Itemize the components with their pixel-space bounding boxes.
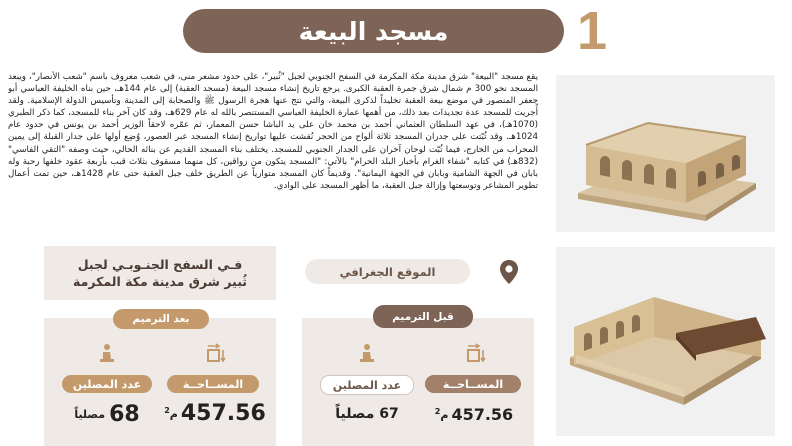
after-area-label-pill: [167, 375, 259, 393]
location-description: [44, 246, 276, 300]
before-area-label: المســاحــة: [442, 377, 504, 391]
page-title-banner: [183, 9, 564, 53]
before-area-value: [418, 401, 530, 427]
after-worshippers-label: عدد المصلين: [72, 377, 142, 391]
mosque-render-before: [556, 75, 775, 232]
location-label-pill: [305, 259, 470, 284]
after-area-number: 457.56: [180, 400, 266, 426]
section-number: 1: [576, 1, 608, 61]
location-pin-icon: [498, 259, 520, 285]
area-resize-icon: [205, 343, 227, 365]
location-line-1: فـي السفح الجنـوبـي لجبل: [77, 257, 243, 272]
before-restoration-title: قبل الترميم: [392, 310, 454, 323]
before-restoration-tab: [373, 305, 473, 328]
after-area-label: المســاحــة: [182, 377, 244, 391]
mosque-render-after-image: [556, 247, 775, 436]
before-worshippers-label: عدد المصلين: [332, 378, 402, 392]
before-worshippers-label-pill: [320, 375, 414, 395]
praying-person-icon: [95, 343, 117, 365]
before-area-number: 457.56: [451, 404, 514, 424]
before-worshippers-value: 67 مصلياً: [335, 406, 399, 422]
page-title: مسجد البيعة: [298, 16, 449, 46]
after-worshippers-label-pill: [62, 375, 152, 393]
description-paragraph: يقع مسجد "البيعة" شرق مدينة مكة المكرمة في السفح الجنوبي لجبل "ثُبير"، على حدود مشعر منى، في شعب معروف باسم "شعب الأنصار"، ويبعد المسجد نحو 300 م شمال شرق جمرة العقبة الكبرى. يرجع تاريخ إنشاء مسجد البيعة (مسجد العقبة) إلى عام 144هـ، حين بناه الخليفة العباسي أبو جعفر المنصور في موضع بيعة العقبة تخليداً لذكرى البيعة، والتي نتج عنها هجرة الرسول ﷺ والصحابة إلى المدينة وتأسيس الدولة الإسلامية. ولقد أُجريت للمسجد عدة تجديدات بعد ذلك، من أهمها عمارة الخليفة العباسي المستنصر بالله له عام 629هـ، وقد كان آخر بناء للمسجد، كما ذكر الطبري (1070هـ)، في عهد السلطان العثماني أحمد بن محمد خان على يد الباشا حسن المعمار، ثم عمّره لاحقاً الوزير أحمد بن يونس في حدود عام 1024هـ. وقد ثُبّتت على جدران المسجد ثلاثة ألواح من الحجر نُقشت عليها تواريخ إنشاء المسجد عبر العصور، وُضِع أولها على جدار القبلة إلى يمين المحراب من الخارج، فيما ثُبّت لوحان آخران على الجدار الجنوبي للمسجد. يختلف بناء المسجد القديم عن بنائه الحالي، حيث وصفه "التقي الفاسي" (832هـ) في كتابه "شفاء الغرام بأخبار البلد الحرام" بالآتي: "المسجد يتكون من رواقين، كل منهما مسقوف بثلاث قبب بأربعة عقود خلفها رحبة وله بابان في الجهة الشامية وبابان في الجهة اليمانية". وقديماً كان المسجد متوارياً عن الطريق خلف جبل العقبة حتى عام 1428هـ، حين تمت أعمال تطوير المشاعر وتوسعتها وإزالة جبل العقبة، ما أظهر المسجد على الوادي.: [8, 72, 538, 191]
location-label: الموقع الجغرافي: [339, 264, 436, 279]
after-area-unit: م$^2$: [164, 405, 178, 421]
location-line-2: ثُبير شرق مدينة مكة المكرمة: [73, 274, 247, 289]
after-worshippers-value: [62, 399, 152, 429]
after-worshippers-word: مصلياً: [74, 407, 106, 421]
before-area-unit: م$^2$: [434, 406, 449, 422]
before-area-label-pill: [425, 375, 521, 393]
after-restoration-title: بعد الترميم: [132, 313, 190, 325]
praying-person-icon: [355, 343, 377, 365]
mosque-render-after: [556, 247, 775, 436]
after-restoration-tab: [113, 309, 209, 329]
after-area-value: [160, 398, 270, 428]
after-worshippers-count: 68: [109, 401, 140, 427]
mosque-render-before-image: [556, 75, 775, 232]
area-resize-icon: [465, 343, 487, 365]
